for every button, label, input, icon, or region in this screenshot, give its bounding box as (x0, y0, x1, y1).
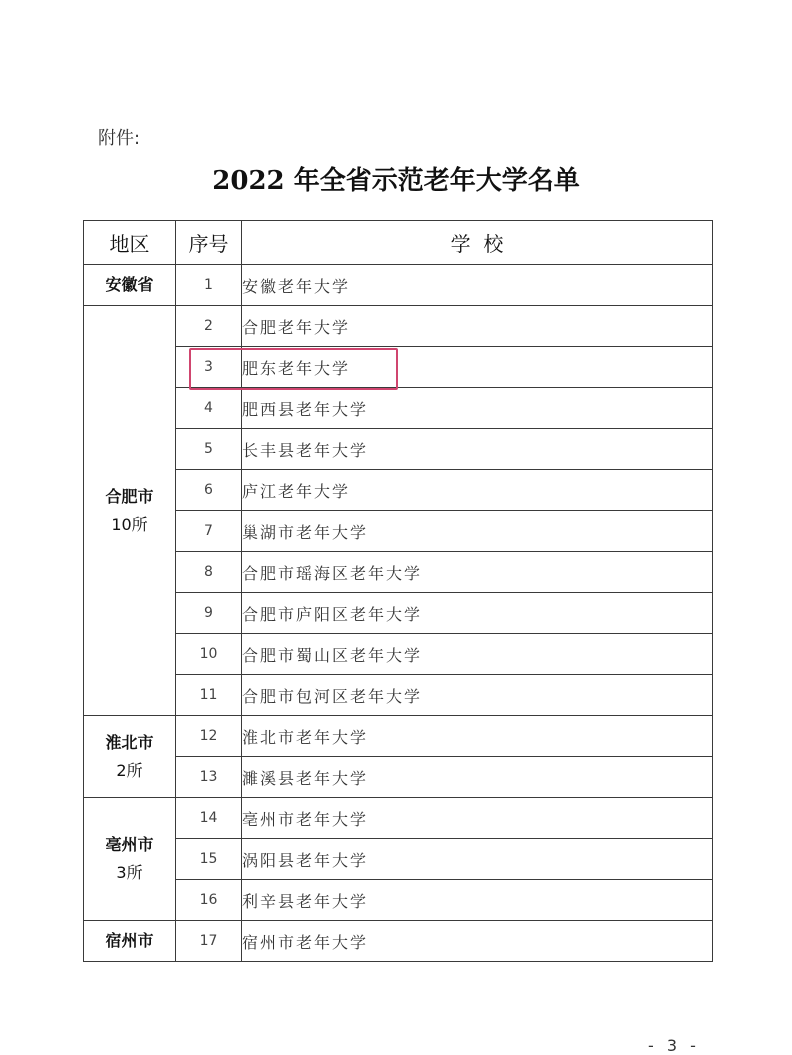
table-row (84, 634, 713, 675)
school-name: 涡阳县老年大学 (242, 839, 713, 880)
school-name: 亳州市老年大学 (242, 798, 713, 839)
document-title: 2022 年全省示范老年大学名单 (212, 166, 580, 196)
school-name: 肥东老年大学 (242, 347, 713, 388)
table-row (84, 880, 713, 921)
school-name: 合肥市瑶海区老年大学 (242, 552, 713, 593)
region-name: 安徽省 (105, 275, 154, 294)
row-number: 17 (176, 921, 242, 962)
table-row (84, 675, 713, 716)
school-name: 淮北市老年大学 (242, 716, 713, 757)
page-number: - 3 - (648, 1036, 700, 1055)
school-name: 巢湖市老年大学 (242, 511, 713, 552)
attachment-label: 附件: (98, 128, 141, 149)
row-number: 9 (176, 593, 242, 634)
school-name: 安徽老年大学 (242, 265, 713, 306)
school-name: 肥西县老年大学 (242, 388, 713, 429)
school-name: 利辛县老年大学 (242, 880, 713, 921)
header-school: 学 校 (242, 221, 713, 265)
table-row (84, 265, 713, 306)
row-number: 6 (176, 470, 242, 511)
table-row (84, 388, 713, 429)
school-name: 合肥市蜀山区老年大学 (242, 634, 713, 675)
school-name: 长丰县老年大学 (242, 429, 713, 470)
table-row (84, 716, 713, 757)
table-row (84, 552, 713, 593)
row-number: 2 (176, 306, 242, 347)
table-header-row (84, 221, 713, 265)
header-region: 地区 (84, 221, 176, 265)
table-row (84, 347, 713, 388)
row-number: 15 (176, 839, 242, 880)
table-row (84, 593, 713, 634)
row-number: 16 (176, 880, 242, 921)
row-number: 8 (176, 552, 242, 593)
school-name: 合肥市包河区老年大学 (242, 675, 713, 716)
school-name: 宿州市老年大学 (242, 921, 713, 962)
region-cell (84, 265, 176, 306)
region-name: 亳州市 (105, 835, 154, 854)
region-cell (84, 921, 176, 962)
row-number: 13 (176, 757, 242, 798)
row-number: 12 (176, 716, 242, 757)
school-name: 合肥老年大学 (242, 306, 713, 347)
region-count: 10所 (111, 514, 148, 534)
table-row (84, 306, 713, 347)
table-row (84, 757, 713, 798)
table-body (84, 265, 713, 962)
table-row (84, 921, 713, 962)
row-number: 4 (176, 388, 242, 429)
table-row (84, 511, 713, 552)
region-name: 宿州市 (105, 931, 154, 950)
row-number: 10 (176, 634, 242, 675)
region-cell (84, 798, 176, 921)
region-cell (84, 306, 176, 716)
region-count: 2所 (116, 760, 143, 780)
row-number: 3 (176, 347, 242, 388)
row-number: 7 (176, 511, 242, 552)
region-name: 淮北市 (105, 732, 154, 752)
table-row (84, 470, 713, 511)
row-number: 5 (176, 429, 242, 470)
table-row (84, 839, 713, 880)
region-count: 3所 (116, 863, 143, 882)
school-name: 合肥市庐阳区老年大学 (242, 593, 713, 634)
region-cell (84, 716, 176, 798)
row-number: 11 (176, 675, 242, 716)
row-number: 1 (176, 265, 242, 306)
table-row (84, 798, 713, 839)
school-name: 庐江老年大学 (242, 470, 713, 511)
school-list-table (83, 220, 713, 962)
table-row (84, 429, 713, 470)
header-number: 序号 (176, 221, 242, 265)
region-name: 合肥市 (105, 486, 154, 506)
row-number: 14 (176, 798, 242, 839)
school-name: 濉溪县老年大学 (242, 757, 713, 798)
